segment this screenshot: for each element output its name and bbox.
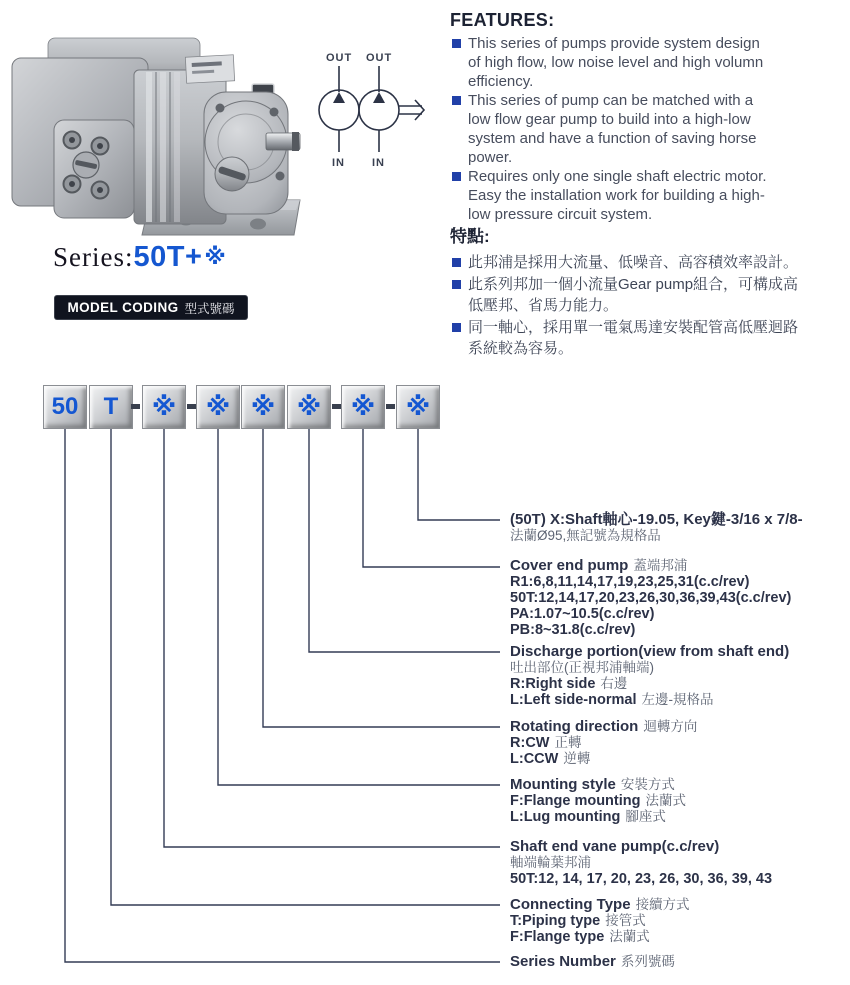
connector-line-series-number <box>65 429 500 962</box>
model-coding-label-en: MODEL CODING <box>67 300 179 315</box>
connector-line-connecting-type <box>111 429 500 905</box>
annotation-shaft-end-vane-pump <box>510 838 850 887</box>
code-box-cover-end-pump: ※ <box>341 385 385 429</box>
annotation-bold-text: F <box>510 929 519 945</box>
annotation-cjk-text: 腳座式 <box>625 809 666 824</box>
annotation-text: :Shaft軸心-19.05, Key鍵-3/16 x 7/8- <box>560 511 803 528</box>
symbol-out-label-right: OUT <box>366 52 393 64</box>
feature-line: system and have a function of saving horse <box>468 130 757 147</box>
annotation-bold-text: L <box>510 751 519 767</box>
annotation-text: :12, 14, 17, 20, 23, 26, 30, 36, 39, 43 <box>533 871 773 887</box>
annotation-discharge-portion <box>510 643 850 708</box>
symbol-flow-triangle-right <box>373 92 385 103</box>
annotation-series-number <box>510 953 850 970</box>
features-zh-section <box>450 222 850 360</box>
feature-item <box>450 91 848 167</box>
code-box-rotating-direction: ※ <box>241 385 285 429</box>
series-prefix: Series: <box>53 242 134 272</box>
pump-port-center <box>69 137 75 143</box>
connector-line-shaft-key <box>418 429 500 520</box>
feature-zh-line: 低壓邦、省馬力能力。 <box>468 297 619 314</box>
annotation-bold-text: L <box>510 692 519 708</box>
annotation-cjk-text: 法蘭Ø95,無記號為規格品 <box>510 528 661 543</box>
annotation-cjk-text: 軸端輪葉邦浦 <box>510 855 591 870</box>
feature-zh-item <box>450 274 850 317</box>
features-zh-title: 特點: <box>450 227 490 246</box>
annotation-cjk-text: 正轉 <box>554 735 582 750</box>
annotation-mounting-style <box>510 776 850 825</box>
bullet-square-icon <box>452 323 461 332</box>
code-box-shaft-key: ※ <box>396 385 440 429</box>
series-heading <box>53 241 226 274</box>
bullet-square-icon <box>452 280 461 289</box>
pump-bolt-hole <box>276 172 285 181</box>
annotation-cjk-text: 蓋端邦浦 <box>633 558 688 573</box>
features-title: FEATURES: <box>450 10 555 30</box>
annotation-rotating-direction <box>510 718 850 767</box>
pump-bolt-hole <box>270 108 279 117</box>
code-box-shaft-end-vane-pump: ※ <box>142 385 186 429</box>
feature-line: Requires only one single shaft electric motor. <box>468 168 767 185</box>
model-coding-bar <box>55 296 247 319</box>
symbol-out-label-left: OUT <box>326 52 353 64</box>
feature-line: low pressure circuit system. <box>468 206 653 223</box>
annotation-text: :1.07~10.5(c.c/rev) <box>529 606 655 622</box>
symbol-in-label-left: IN <box>332 157 345 169</box>
pump-cylinder-rib <box>146 72 152 222</box>
feature-item <box>450 167 848 224</box>
annotation-text: :CCW <box>518 751 559 767</box>
annotation-bold-text: R1 <box>510 574 529 590</box>
annotation-text: :Right side <box>520 676 596 692</box>
annotation-text: :Left side-normal <box>518 692 637 708</box>
annotation-cjk-text: 逆轉 <box>563 751 591 766</box>
annotation-bold-text: 50T <box>510 590 534 606</box>
feature-item <box>450 34 848 91</box>
annotation-cjk-text: 迴轉方向 <box>643 719 698 734</box>
pump-port-center <box>97 143 103 149</box>
symbol-shaft-tick <box>415 100 424 120</box>
feature-line: of high flow, low noise level and high volumn <box>468 54 764 71</box>
feature-zh-line: 同一軸心，採用單一電氣馬達安裝配管高低壓迴路 <box>468 318 799 336</box>
separator-dash <box>332 404 341 409</box>
series-code: 50T+ <box>133 241 203 273</box>
code-box-discharge-portion: ※ <box>287 385 331 429</box>
bullet-square-icon <box>452 172 461 181</box>
annotation-cjk-text: 吐出部位(正視邦浦軸端) <box>510 660 654 675</box>
annotation-bold-text: Series Number <box>510 953 616 970</box>
pump-bolt-hole <box>216 104 225 113</box>
connector-line-discharge-portion <box>309 429 500 652</box>
annotation-bold-text: 50T <box>510 871 534 887</box>
annotation-bold-text: PA <box>510 606 530 622</box>
annotation-bold-text: Discharge portion <box>510 643 639 660</box>
feature-zh-line: 系統較為容易。 <box>468 340 574 357</box>
bullet-square-icon <box>452 258 461 267</box>
pump-name-plate <box>185 55 234 83</box>
separator-dash <box>187 404 196 409</box>
separator-dash <box>386 404 395 409</box>
feature-line: This series of pump can be matched with a <box>468 92 754 109</box>
annotation-text: :12,14,17,20,23,26,30,36,39,43(c.c/rev) <box>533 590 792 606</box>
pump-foot-bolt-hole <box>250 219 266 230</box>
annotation-cjk-text: 系列號碼 <box>620 954 675 969</box>
annotation-bold-text: F <box>510 793 519 809</box>
annotation-text: :6,8,11,14,17,19,23,25,31(c.c/rev) <box>528 574 750 590</box>
annotation-cjk-text: 右邊 <box>600 676 628 691</box>
annotation-text: (view from shaft end) <box>638 643 790 660</box>
annotation-bold-text: (50T) X <box>510 511 561 528</box>
annotation-cjk-text: 接管式 <box>605 913 646 928</box>
connector-line-mounting-style <box>218 429 500 785</box>
annotation-cjk-text: 法蘭式 <box>609 929 650 944</box>
annotation-bold-text: R <box>510 735 521 751</box>
feature-zh-line: 此系列邦加一個小流量Gear pump組合，可構成高 <box>468 275 799 293</box>
annotation-text: :Piping type <box>517 913 601 929</box>
annotation-cover-end-pump <box>510 557 850 638</box>
annotation-bold-text: T <box>510 913 518 929</box>
feature-line: power. <box>468 149 513 166</box>
pump-port-center <box>97 187 103 193</box>
pump-cylinder-rib <box>160 72 166 222</box>
pump-cylinder-rib <box>174 72 180 222</box>
feature-line: efficiency. <box>468 73 534 90</box>
pump-product-photo <box>8 24 308 239</box>
annotation-cjk-text: 安裝方式 <box>620 777 675 792</box>
separator-dash <box>131 404 140 409</box>
annotation-bold-text: Rotating direction <box>510 718 639 735</box>
annotation-cjk-text: 左邊-規格品 <box>641 692 714 707</box>
symbol-flow-triangle-left <box>333 92 345 103</box>
annotation-cjk-text: 接續方式 <box>635 897 690 912</box>
features-section <box>450 10 848 224</box>
bullet-square-icon <box>452 39 461 48</box>
annotation-bold-text: Cover end pump <box>510 557 629 574</box>
hydraulic-symbol <box>298 48 430 170</box>
code-box-connecting-type: T <box>89 385 133 429</box>
annotation-shaft-key <box>510 511 850 544</box>
code-box-mounting-style: ※ <box>196 385 240 429</box>
feature-line: This series of pumps provide system design <box>468 35 760 52</box>
feature-line: Easy the installation work for building a high- <box>468 187 765 204</box>
annotation-bold-text: R <box>510 676 521 692</box>
model-coding-label-zh: 型式號碼 <box>184 301 235 316</box>
connector-line-cover-end-pump <box>363 429 500 567</box>
annotation-text: :Flange mounting <box>518 793 641 809</box>
feature-line: low flow gear pump to build into a high-low <box>468 111 751 128</box>
annotation-bold-text: L <box>510 809 519 825</box>
annotation-connecting-type <box>510 896 850 945</box>
series-reference-mark: ※ <box>204 244 226 269</box>
feature-zh-item <box>450 317 850 360</box>
bullet-square-icon <box>452 96 461 105</box>
annotation-text: :8~31.8(c.c/rev) <box>530 622 636 638</box>
annotation-text: :Lug mounting <box>518 809 621 825</box>
feature-zh-item <box>450 252 850 274</box>
connector-line-rotating-direction <box>263 429 500 727</box>
annotation-bold-text: Shaft end vane pump(c.c/rev) <box>510 838 720 855</box>
connector-line-shaft-end-vane-pump <box>164 429 500 847</box>
code-box-series-number: 50 <box>43 385 87 429</box>
annotation-cjk-text: 法蘭式 <box>645 793 686 808</box>
pump-port-center <box>69 181 75 187</box>
symbol-in-label-right: IN <box>372 157 385 169</box>
annotation-bold-text: Mounting style <box>510 776 616 793</box>
feature-zh-line: 此邦浦是採用大流量、低噪音、高容積效率設計。 <box>468 254 799 271</box>
annotation-bold-text: PB <box>510 622 531 638</box>
annotation-bold-text: Connecting Type <box>510 896 631 913</box>
annotation-text: :CW <box>520 735 550 751</box>
annotation-text: :Flange type <box>518 929 605 945</box>
